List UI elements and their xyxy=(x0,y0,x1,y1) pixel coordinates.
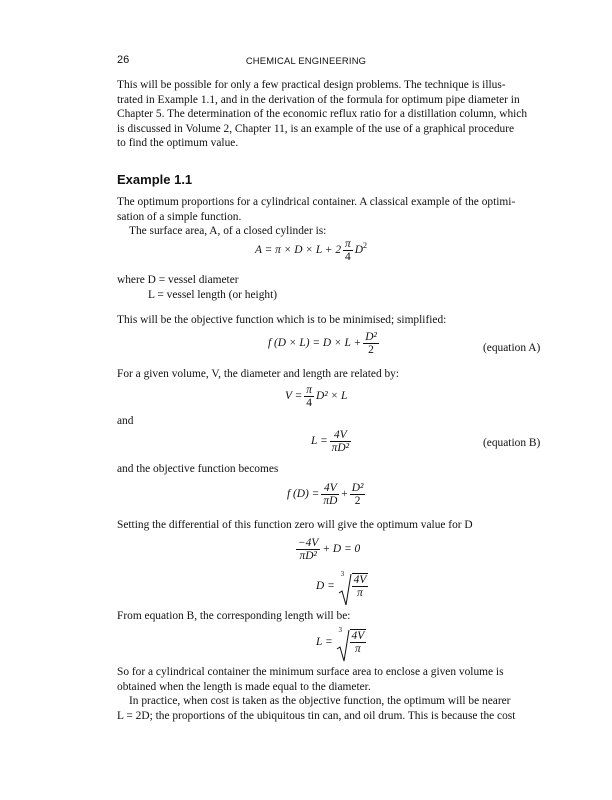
differential-equation xyxy=(294,537,360,562)
equation-a-label: (equation A) xyxy=(483,342,541,354)
equation-b xyxy=(311,429,353,454)
volume-text: For a given volume, V, the diameter and length are related by: xyxy=(117,368,400,380)
optimum-diameter-equation xyxy=(316,570,368,599)
text-line: sation of a simple function. xyxy=(117,210,242,223)
numerator: D² xyxy=(351,482,364,494)
text-line: is discussed in Volume 2, Chapter 11, is an example of the use of a graphical procedure xyxy=(117,122,515,135)
eq-text: D = xyxy=(316,580,335,592)
fraction xyxy=(330,429,351,454)
intro-paragraph xyxy=(117,78,546,151)
numerator: 4V xyxy=(353,574,367,586)
fraction xyxy=(321,482,339,507)
numerator: D² xyxy=(365,331,377,343)
from-b-text: From equation B, the corresponding length will be: xyxy=(117,610,351,622)
where-definition-1: where D = vessel diameter xyxy=(117,274,239,286)
denominator: 4 xyxy=(304,396,314,409)
text-line: L = 2D; the proportions of the ubiquitous tin can, and oil drum. This is because the cost xyxy=(117,709,516,722)
where-definition-2: L = vessel length (or height) xyxy=(148,289,278,301)
root-index: 3 xyxy=(338,626,343,634)
eq-text: D² × L xyxy=(316,390,348,403)
denominator: 4 xyxy=(343,250,353,263)
fraction xyxy=(350,482,366,507)
fraction xyxy=(363,331,379,356)
numerator: 4V xyxy=(351,630,365,642)
volume-equation xyxy=(285,384,347,409)
fraction xyxy=(304,384,314,409)
text-line: obtained when the length is made equal to the diameter. xyxy=(117,680,371,693)
text-line: trated in Example 1.1, and in the derivation of the formula for optimum pipe diameter in xyxy=(117,93,520,106)
denominator: π xyxy=(350,642,367,655)
denominator: 2 xyxy=(363,343,379,356)
text-line: In practice, when cost is taken as the objective function, the optimum will be nearer xyxy=(129,695,511,708)
eq-text: L = xyxy=(316,636,333,648)
numerator: π xyxy=(306,384,313,396)
equation-a xyxy=(268,331,381,356)
example-intro xyxy=(117,195,546,239)
cube-root xyxy=(336,626,367,655)
text-line: So for a cylindrical container the minimum surface area to enclose a given volume is xyxy=(117,666,504,678)
cube-root xyxy=(338,570,369,599)
text-line: The optimum proportions for a cylindrical container. A classical example of the optimi- xyxy=(117,196,516,208)
fraction xyxy=(350,630,367,655)
fraction xyxy=(343,238,353,263)
fraction xyxy=(296,537,320,562)
fraction xyxy=(352,574,369,599)
equation-b-label: (equation B) xyxy=(483,437,541,449)
eq-text: V = xyxy=(285,390,303,403)
numerator: 4V xyxy=(324,482,337,494)
denominator: πD² xyxy=(331,442,350,454)
numerator: π xyxy=(345,238,351,250)
denominator: 2 xyxy=(350,494,366,507)
radical-sign-icon xyxy=(336,629,350,663)
eq-text: D xyxy=(354,244,363,257)
text-line: to find the optimum value. xyxy=(117,137,239,150)
text-line: Chapter 5. The determination of the economic reflux ratio for a distillation column, which xyxy=(117,108,528,121)
eq-text: L = xyxy=(311,435,328,448)
text-line: This will be possible for only a few practical design problems. The technique is illus- xyxy=(117,79,506,91)
denominator: πD xyxy=(323,495,338,507)
numerator: −4V xyxy=(298,537,319,549)
example-heading: Example 1.1 xyxy=(117,172,193,187)
eq-text: f (D × L) = D × L + xyxy=(268,337,362,350)
optimum-length-equation xyxy=(316,626,366,655)
eq-operator: + xyxy=(341,488,348,501)
text-line: The surface area, A, of a closed cylinder is: xyxy=(129,225,327,238)
radical-sign-icon xyxy=(338,573,352,607)
numerator: 4V xyxy=(334,429,347,441)
exponent: 2 xyxy=(363,241,367,251)
objective-d-equation xyxy=(287,482,367,507)
conclusion-paragraph xyxy=(117,665,546,723)
becomes-text: and the objective function becomes xyxy=(117,463,279,475)
eq-text: f (D) = xyxy=(287,488,320,501)
page-number: 26 xyxy=(117,54,130,66)
and-text: and xyxy=(117,415,134,427)
objective-text: This will be the objective function which is to be minimised; simplified: xyxy=(117,314,447,326)
eq-text: A = π × D × L + 2 xyxy=(255,244,342,257)
denominator: π xyxy=(352,586,369,599)
surface-area-equation xyxy=(255,238,367,263)
setting-text: Setting the differential of this function zero will give the optimum value for D xyxy=(117,519,473,531)
running-title: CHEMICAL ENGINEERING xyxy=(245,55,367,66)
denominator: πD² xyxy=(296,549,320,562)
root-index: 3 xyxy=(340,570,345,578)
eq-text: + D = 0 xyxy=(322,543,361,556)
